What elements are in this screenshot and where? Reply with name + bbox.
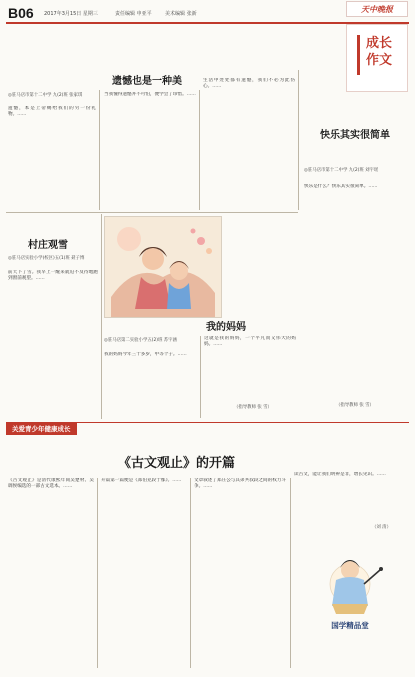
date-line: 2017年3月15日 星期三 bbox=[44, 11, 98, 17]
column-divider bbox=[97, 478, 98, 668]
teacher-credit: （指导教师 张 雪） bbox=[336, 403, 374, 408]
column-divider bbox=[298, 70, 299, 210]
article-title: 《古文观止》的开篇 bbox=[118, 456, 236, 471]
article-byline: ◎驻马店第二实验小学五(2)班 苏宇涵 bbox=[104, 338, 177, 343]
article-signature: （刘 清） bbox=[372, 525, 391, 530]
brand-name: 天中晚报 bbox=[361, 4, 393, 14]
article-title: 遗憾也是一种美 bbox=[112, 76, 182, 87]
article-body: 开篇第一篇便是《郑伯克段于鄢》。…… bbox=[101, 478, 182, 483]
article-body: 前天下了雪。我早上一醒来就迫不及待地跑到窗前观望。…… bbox=[8, 270, 98, 282]
article-body: 遗憾，本是上帝赐给我们的另一份礼物。…… bbox=[8, 106, 96, 118]
column-divider bbox=[199, 90, 200, 210]
section-divider bbox=[6, 212, 298, 213]
editor-credit: 责任编辑 申亚平 bbox=[115, 11, 152, 17]
article-body: 《古文观止》是清代康熙年间吴楚材、吴调侯编选的一部古文选本。…… bbox=[8, 478, 94, 490]
illustration-mother-child-svg bbox=[105, 217, 221, 317]
page-number: B06 bbox=[8, 5, 34, 21]
health-banner-label: 关爱青少年健康成长 bbox=[6, 423, 77, 435]
column-divider bbox=[101, 214, 102, 419]
article-title: 村庄观雪 bbox=[28, 240, 68, 251]
illustration-scholar bbox=[298, 540, 408, 670]
article-byline: ◎驻马店市第十二中学 九(2)班 张家琪 bbox=[8, 93, 83, 98]
article-body: 当我懂得遗憾并不可怕，便学会了珍惜。…… bbox=[104, 92, 196, 97]
article-title: 我的妈妈 bbox=[206, 322, 246, 333]
article-body: 文章叙述了郑庄公与其弟共叔段之间的权力斗争。…… bbox=[194, 478, 286, 490]
illustration-scholar-svg bbox=[298, 540, 408, 670]
article-body: 读古文，能让我们明辨是非，增长见识。…… bbox=[294, 472, 386, 477]
guoxue-badge: 国学精品堂 bbox=[331, 621, 369, 630]
designer-credit: 美术编辑 张新 bbox=[165, 11, 197, 17]
teacher-credit: （指导教师 张 雪） bbox=[234, 405, 272, 410]
health-banner bbox=[6, 422, 409, 436]
column-divider bbox=[190, 478, 191, 668]
section-banner bbox=[346, 24, 408, 92]
column-divider bbox=[99, 90, 100, 210]
article-body: 生活中处处都有遗憾，我们不必为此伤心。…… bbox=[203, 78, 295, 90]
column-divider bbox=[200, 336, 201, 418]
illustration-mother-child bbox=[104, 216, 222, 318]
article-byline: ◎驻马店市第十二中学 九(2)班 刘宇瑶 bbox=[304, 168, 379, 173]
column-divider bbox=[290, 478, 291, 668]
article-body: 这就是我的妈妈，一个平凡而又伟大的妈妈。…… bbox=[204, 336, 296, 348]
article-body: 快乐是什么？快乐其实很简单。…… bbox=[304, 184, 378, 189]
article-body: 我的妈妈今年三十多岁，中等个子。…… bbox=[104, 352, 187, 357]
brand-logo bbox=[346, 1, 408, 17]
article-title: 快乐其实很简单 bbox=[320, 130, 390, 141]
article-byline: ◎驻马店实验小学(校区)五(1)班 聂子博 bbox=[8, 256, 85, 261]
section-title: 成长作文 bbox=[365, 36, 392, 68]
section-ornament bbox=[357, 35, 360, 75]
